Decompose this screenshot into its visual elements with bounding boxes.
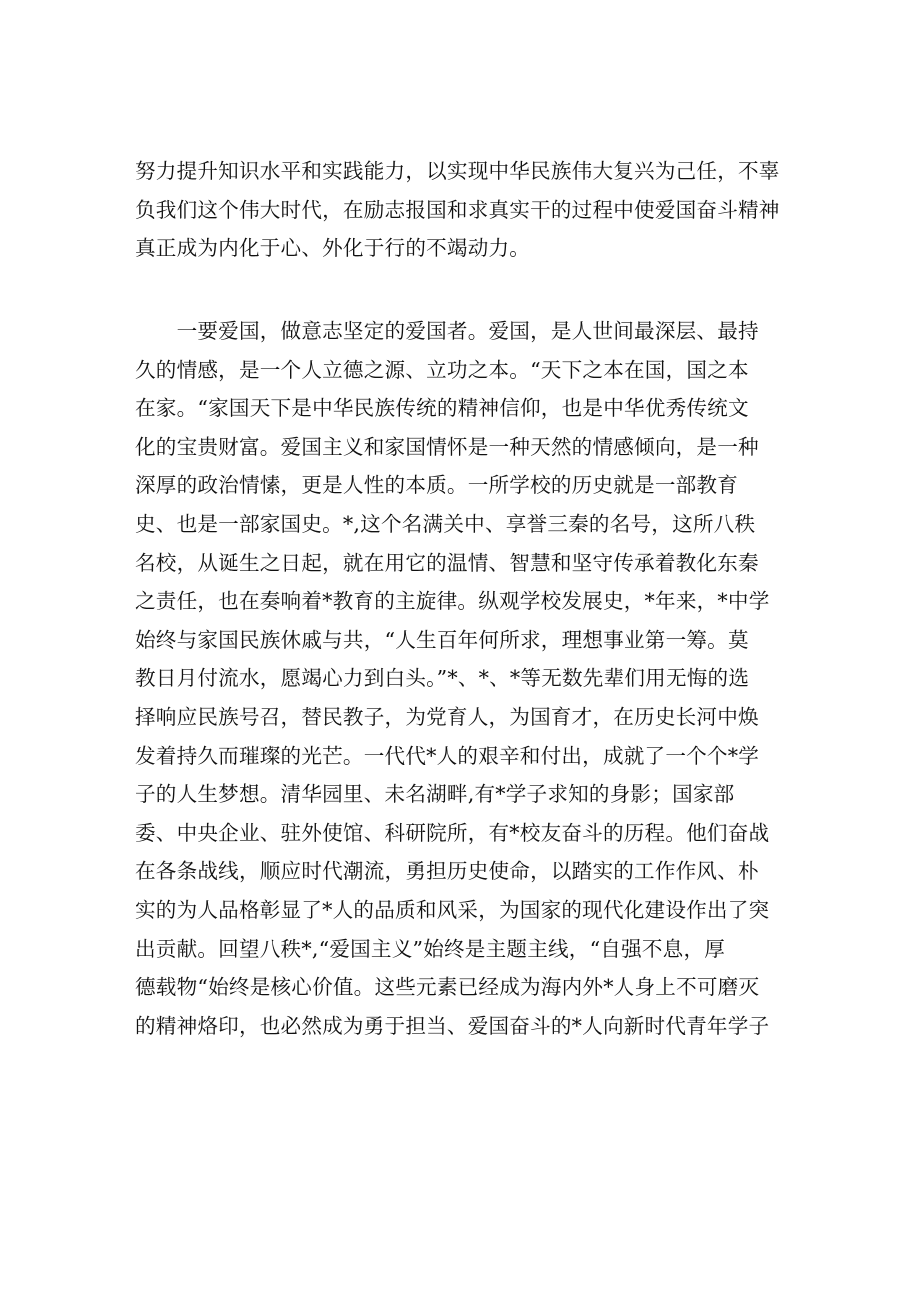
text-line: 委、中央企业、驻外使馆、科研院所，有*校友奋斗的历程。他们奋战 <box>135 820 770 845</box>
text-line: 努力提升知识水平和实践能力，以实现中华民族伟大复兴为己任，不辜 <box>135 159 780 183</box>
text-line: 在各条战线，顺应时代潮流，勇担历史使命，以踏实的工作作风、朴 <box>135 859 759 884</box>
text-line: 负我们这个伟大时代，在励志报国和求真实干的过程中使爱国奋斗精神 <box>135 197 780 222</box>
text-line: 一要爱国，做意志坚定的爱国者。爱国，是人世间最深层、最持 <box>135 319 759 343</box>
text-line: 久的情感，是一个人立德之源、立功之本。“天下之本在国，国之本 <box>135 357 749 382</box>
text-line: 名校，从诞生之日起，就在用它的温情、智慧和坚守传承着教化东秦 <box>135 550 759 575</box>
text-line: 实的为人品格彰显了*人的品质和风采，为国家的现代化建设作出了突 <box>135 897 770 922</box>
text-line: 化的宝贵财富。爱国主义和家国情怀是一种天然的情感倾向，是一种 <box>135 434 759 459</box>
text-line: 史、也是一部家国史。*,这个名满关中、享誉三秦的名号，这所八秩 <box>135 511 756 536</box>
text-line: 教日月付流水，愿竭心力到白头。”*、*、*等无数先辈们用无悔的选 <box>135 666 750 691</box>
text-line: 深厚的政治情愫，更是人性的本质。一所学校的历史就是一部教育 <box>135 473 739 498</box>
text-line: 在家。“家国天下是中华民族传统的精神信仰，也是中华优秀传统文 <box>135 396 749 421</box>
text-line: 择响应民族号召，替民教子，为党育人，为国育才，在历史长河中焕 <box>135 704 759 729</box>
text-line: 出贡献。回望八秩*,“爱国主义”始终是主题主线，“自强不息，厚 <box>135 936 726 961</box>
text-line: 始终与家国民族休戚与共，“人生百年何所求，理想事业第一筹。莫 <box>135 627 749 652</box>
paragraph-patriotism <box>135 312 795 1045</box>
text-line: 德载物“始终是核心价值。这些元素已经成为海内外*人身上不可磨灭 <box>135 975 760 1000</box>
text-line: 子的人生梦想。清华园里、未名湖畔,有*学子求知的身影；国家部 <box>135 782 735 807</box>
text-line: 的精神烙印，也必然成为勇于担当、爱国奋斗的*人向新时代青年学子 <box>135 1013 770 1038</box>
text-line: 发着持久而璀璨的光芒。一代代*人的艰辛和付出，成就了一个个*学 <box>135 743 760 768</box>
text-line: 真正成为内化于心、外化于行的不竭动力。 <box>135 236 531 261</box>
paragraph-continuation <box>135 152 795 268</box>
text-line: 之责任，也在奏响着*教育的主旋律。纵观学校发展史，*年来，*中学 <box>135 589 770 614</box>
